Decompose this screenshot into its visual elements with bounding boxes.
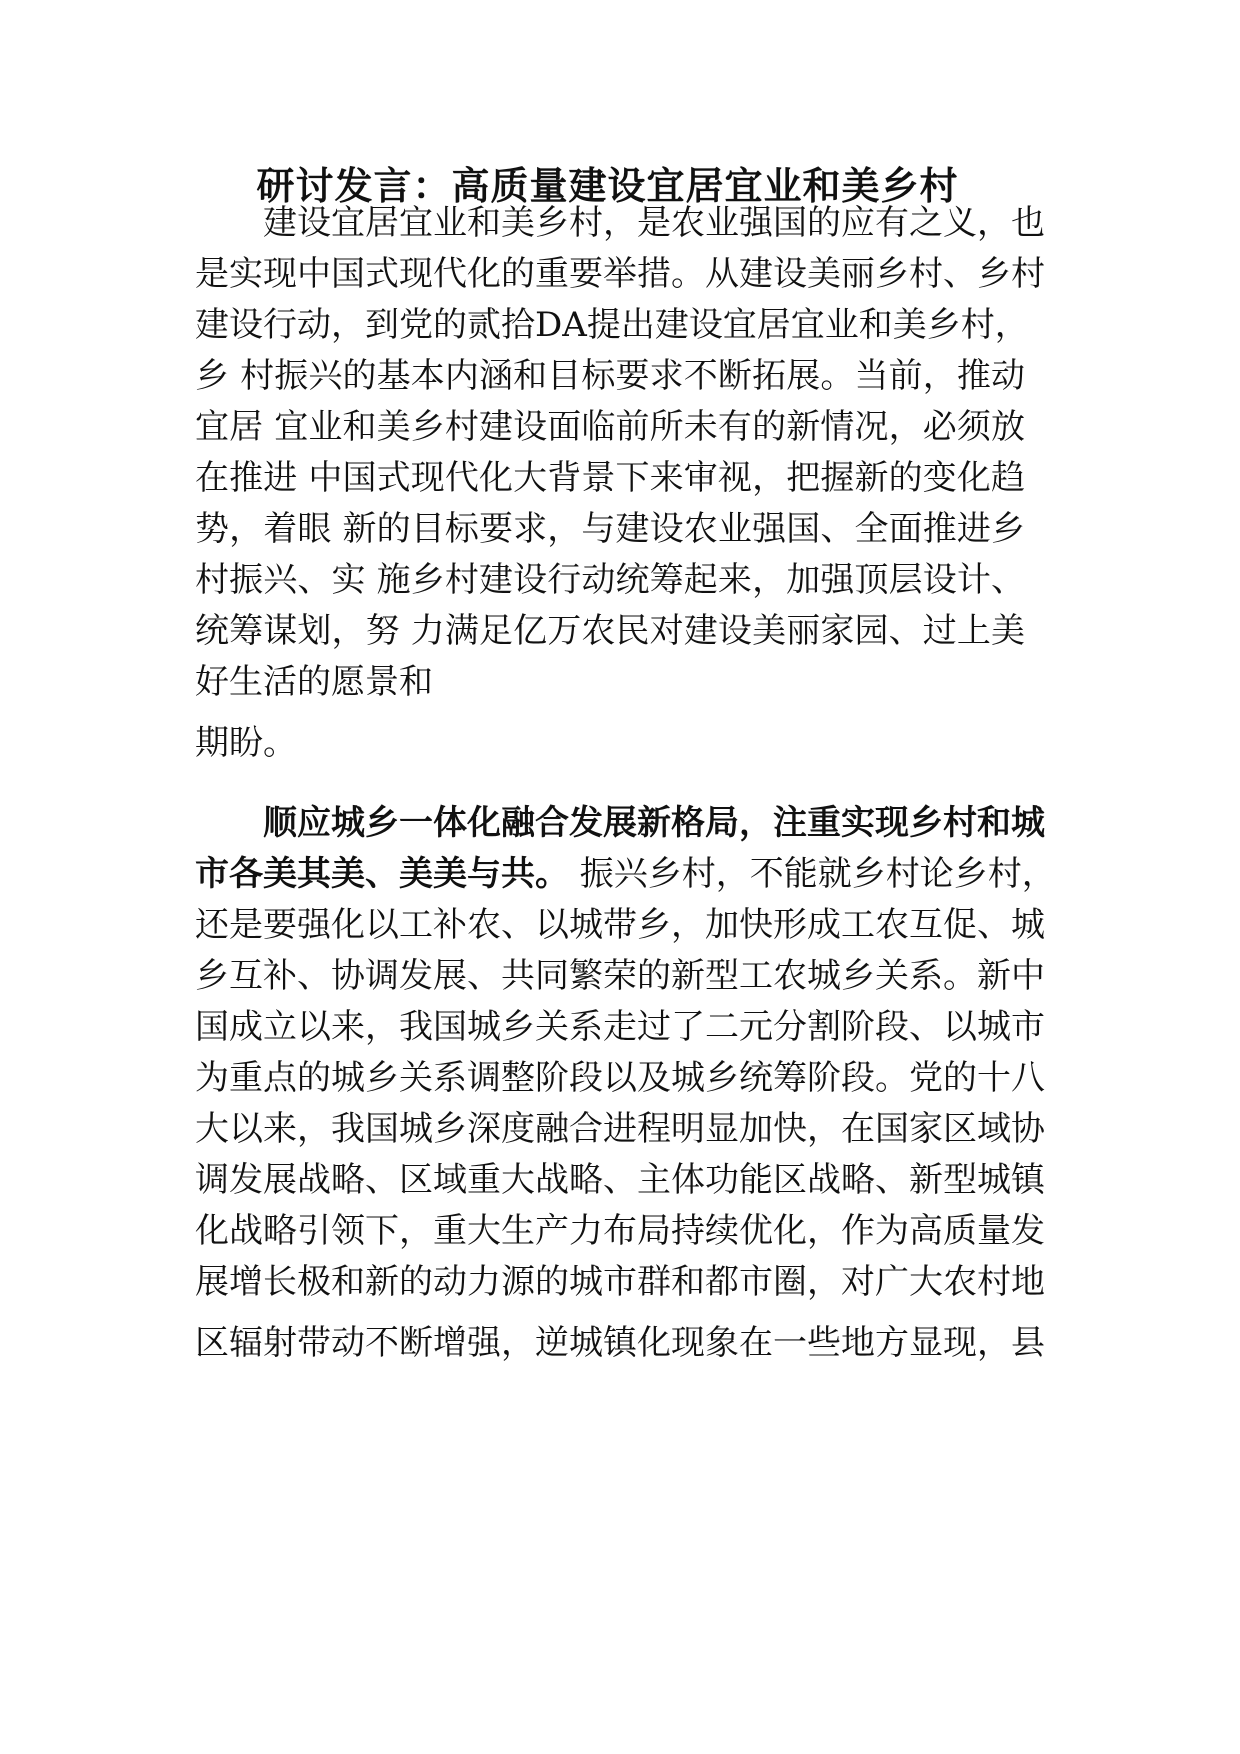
paragraph-line: 还是要强化以工补农、以城带乡，加快形成工农互促、城 [195,905,1045,945]
paragraph-line: 乡互补、协调发展、共同繁荣的新型工农城乡关系。新中 [195,956,1045,996]
paragraph-line: 展增长极和新的动力源的城市群和都市圈，对广大农村地 [195,1262,1045,1302]
paragraph-line [195,846,1056,902]
paragraph-text: 振兴乡村，不能就乡村论乡村， [569,854,1056,894]
paragraph-line: 期盼。 [195,723,297,763]
paragraph-line: 统筹谋划，努 力满足亿万农民对建设美丽家园、过上美 [195,611,1025,651]
paragraph-line: 在推进 中国式现代化大背景下来审视，把握新的变化趋 [195,458,1025,498]
paragraph-line: 区辐射带动不断增强，逆城镇化现象在一些地方显现，县 [195,1323,1045,1363]
document-title: 研讨发言：高质量建设宜居宜业和美乡村 [256,163,959,208]
paragraph-line: 建设行动，到党的贰拾DA提出建设宜居宜业和美乡村， [195,305,1029,345]
section-heading: 顺应城乡一体化融合发展新格局，注重实现乡村和城 [263,803,1045,843]
section-heading-end: 市各美其美、美美与共。 [195,854,569,894]
paragraph-line: 好生活的愿景和 [195,662,433,702]
paragraph-line: 建设宜居宜业和美乡村，是农业强国的应有之义，也 [263,203,1045,243]
paragraph-line: 宜居 宜业和美乡村建设面临前所未有的新情况，必须放 [195,407,1025,447]
paragraph-line: 是实现中国式现代化的重要举措。从建设美丽乡村、乡村 [195,254,1045,294]
paragraph-line: 乡 村振兴的基本内涵和目标要求不断拓展。当前，推动 [195,356,1025,396]
paragraph-line: 国成立以来，我国城乡关系走过了二元分割阶段、以城市 [195,1007,1045,1047]
paragraph-line: 大以来，我国城乡深度融合进程明显加快，在国家区域协 [195,1109,1045,1149]
paragraph-line: 为重点的城乡关系调整阶段以及城乡统筹阶段。党的十八 [195,1058,1045,1098]
paragraph-line: 村振兴、实 施乡村建设行动统筹起来，加强顶层设计、 [195,560,1025,600]
paragraph-line: 调发展战略、区域重大战略、主体功能区战略、新型城镇 [195,1160,1045,1200]
paragraph-line: 势，着眼 新的目标要求，与建设农业强国、全面推进乡 [195,509,1025,549]
paragraph-line: 化战略引领下，重大生产力布局持续优化，作为高质量发 [195,1211,1045,1251]
